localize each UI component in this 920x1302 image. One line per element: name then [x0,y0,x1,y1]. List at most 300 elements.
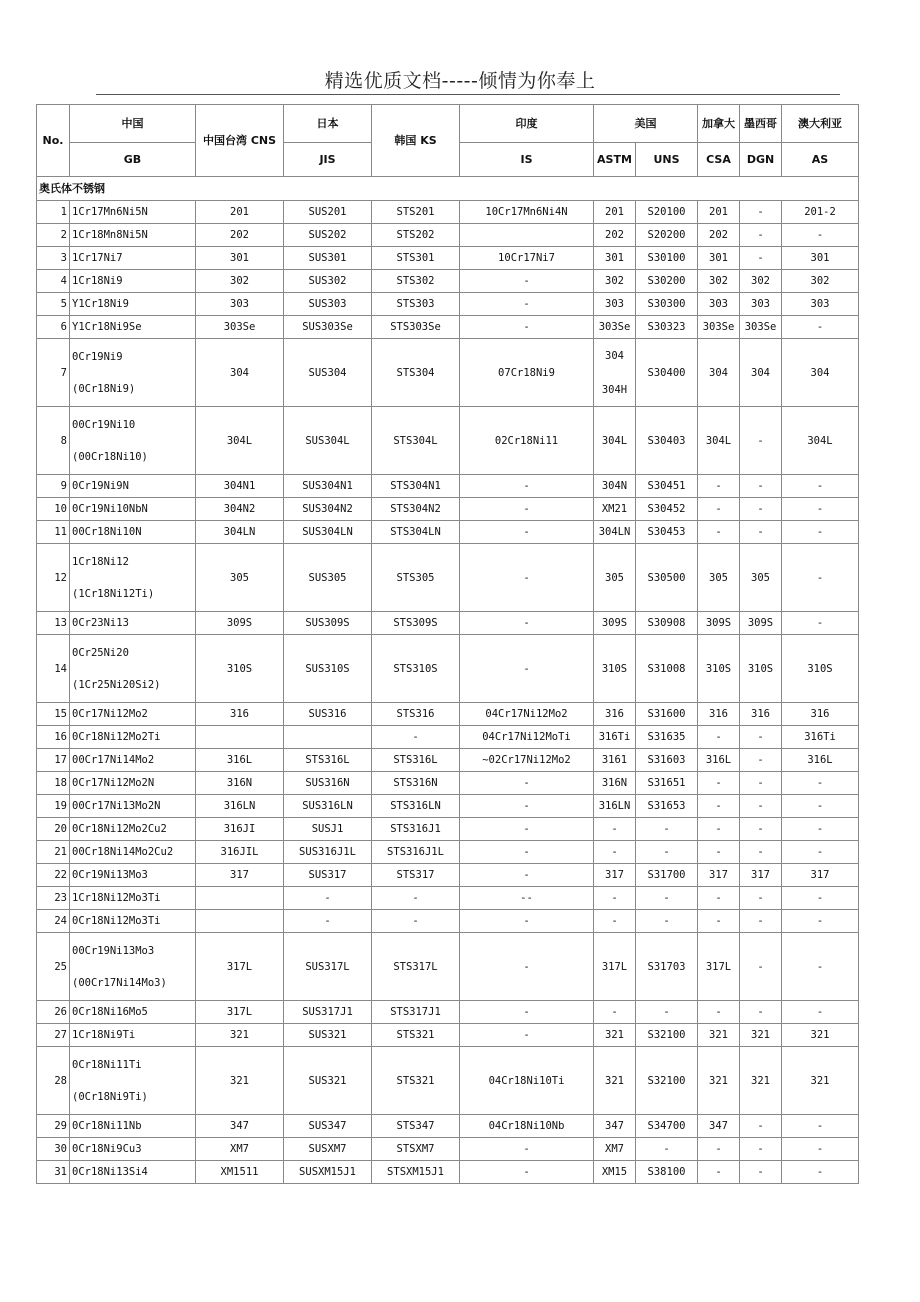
cell-dgn: - [740,407,782,475]
cell-no: 30 [37,1138,70,1161]
cell-cns: 321 [196,1047,284,1115]
cell-dgn: 310S [740,635,782,703]
cell-cns: XM1511 [196,1161,284,1184]
cell-jis: SUS304N1 [284,475,372,498]
cell-gb [70,933,196,1001]
cell-as: 316 [782,703,859,726]
cell-cns [196,910,284,933]
cell-as: - [782,772,859,795]
cell-no: 13 [37,612,70,635]
col-header-no: No. [37,105,70,177]
cell-as: - [782,1001,859,1024]
cell-uns: S20100 [636,201,698,224]
cell-as: 304L [782,407,859,475]
cell-astm: XM21 [594,498,636,521]
table-row [37,339,859,407]
cell-astm: 304L [594,407,636,475]
cell-cns: 316JIL [196,841,284,864]
cell-as: - [782,1115,859,1138]
cell-as: - [782,1161,859,1184]
cell-no: 10 [37,498,70,521]
cell-as: 304 [782,339,859,407]
cell-ks: STS309S [372,612,460,635]
table-row [37,1138,859,1161]
cell-no: 26 [37,1001,70,1024]
cell-jis: - [284,887,372,910]
cell-jis: SUS316N [284,772,372,795]
cell-dgn: - [740,887,782,910]
cell-ks: STS317J1 [372,1001,460,1024]
cell-csa: 310S [698,635,740,703]
cell-gb: 0Cr18Ni11Nb [70,1115,196,1138]
cell-as: - [782,224,859,247]
cell-astm: 321 [594,1024,636,1047]
cell-csa: - [698,726,740,749]
cell-is: - [460,612,594,635]
cell-is: - [460,475,594,498]
cell-cns: 301 [196,247,284,270]
cell-ks: STS316 [372,703,460,726]
cell-as: 301 [782,247,859,270]
cell-csa: - [698,772,740,795]
table-row [37,224,859,247]
cell-cns: 302 [196,270,284,293]
cell-astm-alternate: 304H [601,383,628,396]
cell-dgn: 303Se [740,316,782,339]
cell-gb: 0Cr19Ni13Mo3 [70,864,196,887]
cell-jis: - [284,910,372,933]
cell-is: 10Cr17Mn6Ni4N [460,201,594,224]
table-row [37,933,859,1001]
cell-is: - [460,316,594,339]
cell-dgn: 321 [740,1024,782,1047]
header-rule [96,94,840,95]
cell-cns: 201 [196,201,284,224]
cell-astm: 301 [594,247,636,270]
cell-csa: 304L [698,407,740,475]
col-header-csa: CSA [698,143,740,177]
table-row [37,887,859,910]
col-header-china: 中国 [70,105,196,143]
col-header-dgn: DGN [740,143,782,177]
cell-ks: STS316N [372,772,460,795]
table-row [37,910,859,933]
cell-no: 27 [37,1024,70,1047]
cell-astm: 316N [594,772,636,795]
cell-is: - [460,864,594,887]
cell-is: ~02Cr17Ni12Mo2 [460,749,594,772]
cell-no: 21 [37,841,70,864]
cell-jis: SUS347 [284,1115,372,1138]
cell-gb: 0Cr17Ni12Mo2N [70,772,196,795]
cell-is: - [460,933,594,1001]
cell-dgn: 305 [740,544,782,612]
cell-no: 3 [37,247,70,270]
cell-jis [284,726,372,749]
cell-uns: S31600 [636,703,698,726]
cell-csa: - [698,818,740,841]
cell-as: - [782,612,859,635]
cell-dgn: 321 [740,1047,782,1115]
cell-astm: 321 [594,1047,636,1115]
cell-gb-primary: 1Cr18Ni12 [72,555,129,568]
cell-dgn: - [740,201,782,224]
cell-cns: 305 [196,544,284,612]
cell-no: 7 [37,339,70,407]
table-row [37,498,859,521]
cell-is: - [460,1001,594,1024]
cell-ks: - [372,910,460,933]
cell-jis: SUS303 [284,293,372,316]
cell-astm: - [594,887,636,910]
cell-uns: - [636,910,698,933]
cell-as: 201-2 [782,201,859,224]
cell-ks: STS321 [372,1024,460,1047]
cell-no: 20 [37,818,70,841]
cell-gb: 00Cr17Ni13Mo2N [70,795,196,818]
cell-is: 04Cr17Ni12MoTi [460,726,594,749]
cell-is: 10Cr17Ni7 [460,247,594,270]
cell-ks: - [372,726,460,749]
cell-astm: - [594,910,636,933]
col-header-jis: JIS [284,143,372,177]
cell-jis: SUSJ1 [284,818,372,841]
cell-as: - [782,316,859,339]
cell-csa: 202 [698,224,740,247]
table-row [37,749,859,772]
cell-uns: - [636,1001,698,1024]
cell-dgn: - [740,841,782,864]
cell-gb [70,1047,196,1115]
cell-uns: S30403 [636,407,698,475]
cell-astm: 202 [594,224,636,247]
cell-ks: STS303 [372,293,460,316]
cell-astm: 316Ti [594,726,636,749]
cell-uns: S31651 [636,772,698,795]
cell-no: 25 [37,933,70,1001]
cell-gb: 0Cr18Ni16Mo5 [70,1001,196,1024]
cell-cns: XM7 [196,1138,284,1161]
cell-dgn: 304 [740,339,782,407]
cell-cns: 310S [196,635,284,703]
col-header-india: 印度 [460,105,594,143]
cell-uns: S31635 [636,726,698,749]
cell-dgn: - [740,498,782,521]
cell-astm: XM7 [594,1138,636,1161]
table-row [37,612,859,635]
cell-is: 04Cr17Ni12Mo2 [460,703,594,726]
cell-csa: 347 [698,1115,740,1138]
cell-gb: 0Cr18Ni13Si4 [70,1161,196,1184]
cell-is: - [460,498,594,521]
table-row [37,544,859,612]
cell-uns: S30452 [636,498,698,521]
cell-no: 11 [37,521,70,544]
cell-dgn: 317 [740,864,782,887]
cell-gb [70,339,196,407]
cell-cns: 304L [196,407,284,475]
cell-jis: SUS309S [284,612,372,635]
cell-jis: SUS303Se [284,316,372,339]
cell-uns: S31008 [636,635,698,703]
cell-is: - [460,270,594,293]
cell-ks: STS202 [372,224,460,247]
cell-gb: 0Cr18Ni12Mo3Ti [70,910,196,933]
cell-gb [70,407,196,475]
col-header-astm: ASTM [594,143,636,177]
cell-ks: - [372,887,460,910]
cell-dgn: - [740,910,782,933]
cell-gb: 0Cr18Ni12Mo2Cu2 [70,818,196,841]
cell-csa: - [698,521,740,544]
cell-ks: STSXM7 [372,1138,460,1161]
table-row [37,635,859,703]
cell-ks: STS317L [372,933,460,1001]
cell-is: 04Cr18Ni10Ti [460,1047,594,1115]
cell-is: - [460,818,594,841]
cell-uns: S30451 [636,475,698,498]
cell-csa: - [698,1138,740,1161]
cell-csa: 305 [698,544,740,612]
cell-csa: - [698,910,740,933]
cell-as: - [782,910,859,933]
cell-uns: S38100 [636,1161,698,1184]
col-header-japan: 日本 [284,105,372,143]
cell-dgn: - [740,749,782,772]
cell-astm: 201 [594,201,636,224]
col-header-korea: 韩国 KS [372,105,460,177]
cell-csa: 303Se [698,316,740,339]
cell-dgn: - [740,772,782,795]
cell-astm: - [594,841,636,864]
cell-jis: SUS317L [284,933,372,1001]
cell-dgn: - [740,475,782,498]
cell-cns [196,887,284,910]
cell-jis: SUS316LN [284,795,372,818]
cell-astm: 316 [594,703,636,726]
cell-as: - [782,498,859,521]
cell-jis: SUSXM7 [284,1138,372,1161]
cell-gb: 0Cr17Ni12Mo2 [70,703,196,726]
cell-gb: Y1Cr18Ni9 [70,293,196,316]
cell-gb-alternate: (1Cr18Ni12Ti) [72,587,155,600]
cell-dgn: 309S [740,612,782,635]
cell-is: - [460,521,594,544]
cell-gb: Y1Cr18Ni9Se [70,316,196,339]
cell-gb-primary: 0Cr19Ni9 [72,350,123,363]
cell-cns: 316JI [196,818,284,841]
cell-gb [70,544,196,612]
cell-uns: S30908 [636,612,698,635]
cell-astm: 304N [594,475,636,498]
cell-csa: - [698,1001,740,1024]
col-header-australia: 澳大利亚 [782,105,859,143]
cell-csa: 302 [698,270,740,293]
cell-uns: S20200 [636,224,698,247]
cell-uns: S30100 [636,247,698,270]
cell-cns: 317L [196,933,284,1001]
cell-ks: STS316LN [372,795,460,818]
cell-cns: 316 [196,703,284,726]
cell-astm: - [594,1001,636,1024]
cell-as: 310S [782,635,859,703]
cell-is: 04Cr18Ni10Nb [460,1115,594,1138]
cell-dgn: - [740,818,782,841]
cell-gb: 1Cr17Mn6Ni5N [70,201,196,224]
cell-uns: S30453 [636,521,698,544]
cell-jis: SUS304N2 [284,498,372,521]
table-row [37,864,859,887]
cell-gb: 1Cr18Mn8Ni5N [70,224,196,247]
cell-no: 18 [37,772,70,795]
cell-jis: SUS317 [284,864,372,887]
cell-gb: 1Cr18Ni12Mo3Ti [70,887,196,910]
cell-gb: 0Cr19Ni9N [70,475,196,498]
cell-ks: STS316J1L [372,841,460,864]
cell-csa: 201 [698,201,740,224]
cell-uns: S31603 [636,749,698,772]
cell-cns: 304N1 [196,475,284,498]
cell-uns: S31700 [636,864,698,887]
cell-jis: SUS202 [284,224,372,247]
cell-astm: 316LN [594,795,636,818]
cell-no: 17 [37,749,70,772]
cell-ks: STS321 [372,1047,460,1115]
cell-cns: 303 [196,293,284,316]
cell-csa: 309S [698,612,740,635]
cell-astm: 305 [594,544,636,612]
table-row [37,772,859,795]
cell-csa: - [698,475,740,498]
cell-no: 9 [37,475,70,498]
cell-ks: STS304N2 [372,498,460,521]
table-row [37,247,859,270]
cell-gb-alternate: (00Cr18Ni10) [72,450,148,463]
cell-uns: - [636,1138,698,1161]
table-row [37,1001,859,1024]
cell-as: - [782,544,859,612]
cell-cns: 304 [196,339,284,407]
cell-jis: SUS305 [284,544,372,612]
cell-uns: S32100 [636,1024,698,1047]
cell-uns: - [636,818,698,841]
cell-gb-primary: 00Cr19Ni13Mo3 [72,944,155,957]
cell-is: - [460,910,594,933]
cell-uns: S34700 [636,1115,698,1138]
cell-as: 303 [782,293,859,316]
cell-as: 317 [782,864,859,887]
cell-astm-primary: 304 [605,349,624,362]
cell-gb-alternate: (1Cr25Ni20Si2) [72,678,161,691]
cell-csa: 317 [698,864,740,887]
cell-no: 19 [37,795,70,818]
col-header-uns: UNS [636,143,698,177]
cell-astm: XM15 [594,1161,636,1184]
cell-ks: STS305 [372,544,460,612]
cell-astm: 347 [594,1115,636,1138]
cell-as: 321 [782,1024,859,1047]
table-row [37,726,859,749]
cell-uns: S30500 [636,544,698,612]
cell-gb-alternate: (0Cr18Ni9) [72,382,136,395]
cell-gb [70,635,196,703]
cell-csa: - [698,498,740,521]
cell-uns: S30300 [636,293,698,316]
cell-jis: SUS301 [284,247,372,270]
cell-is: - [460,772,594,795]
cell-ks: STS201 [372,201,460,224]
cell-no: 8 [37,407,70,475]
cell-no: 12 [37,544,70,612]
cell-jis: STS316L [284,749,372,772]
table-row [37,703,859,726]
cell-cns: 321 [196,1024,284,1047]
table-row [37,293,859,316]
cell-gb: 0Cr18Ni9Cu3 [70,1138,196,1161]
cell-cns [196,726,284,749]
cell-cns: 304N2 [196,498,284,521]
cell-no: 4 [37,270,70,293]
cell-csa: 304 [698,339,740,407]
cell-jis: SUS317J1 [284,1001,372,1024]
cell-astm: 309S [594,612,636,635]
cell-ks: STS301 [372,247,460,270]
cell-is: - [460,635,594,703]
cell-as: 316Ti [782,726,859,749]
cell-is: -- [460,887,594,910]
cell-gb: 00Cr18Ni10N [70,521,196,544]
cell-ks: STS302 [372,270,460,293]
table-row [37,1047,859,1115]
cell-no: 6 [37,316,70,339]
col-header-canada: 加拿大 [698,105,740,143]
cell-as: 321 [782,1047,859,1115]
table-row [37,475,859,498]
cell-no: 29 [37,1115,70,1138]
cell-uns: S30200 [636,270,698,293]
cell-gb: 1Cr18Ni9Ti [70,1024,196,1047]
cell-no: 1 [37,201,70,224]
cell-ks: STSXM15J1 [372,1161,460,1184]
col-header-taiwan: 中国台湾 CNS [196,105,284,177]
cell-jis: SUS321 [284,1047,372,1115]
cell-csa: 321 [698,1047,740,1115]
cell-gb-alternate: (00Cr17Ni14Mo3) [72,976,167,989]
cell-jis: SUS321 [284,1024,372,1047]
cell-dgn: - [740,933,782,1001]
col-header-usa: 美国 [594,105,698,143]
cell-cns: 303Se [196,316,284,339]
cell-as: - [782,887,859,910]
section-title: 奥氏体不锈钢 [37,177,859,201]
cell-gb: 0Cr19Ni10NbN [70,498,196,521]
cell-jis: SUS316 [284,703,372,726]
cell-as: - [782,818,859,841]
cell-is: - [460,841,594,864]
cell-cns: 317 [196,864,284,887]
cell-gb: 00Cr18Ni14Mo2Cu2 [70,841,196,864]
cell-astm: 303Se [594,316,636,339]
col-header-mexico: 墨西哥 [740,105,782,143]
cell-jis: SUS304LN [284,521,372,544]
cell-is: 02Cr18Ni11 [460,407,594,475]
cell-gb-primary: 00Cr19Ni10 [72,418,136,431]
cell-cns: 316N [196,772,284,795]
cell-astm [594,339,636,407]
table-row [37,316,859,339]
table-row [37,1115,859,1138]
cell-csa: 321 [698,1024,740,1047]
